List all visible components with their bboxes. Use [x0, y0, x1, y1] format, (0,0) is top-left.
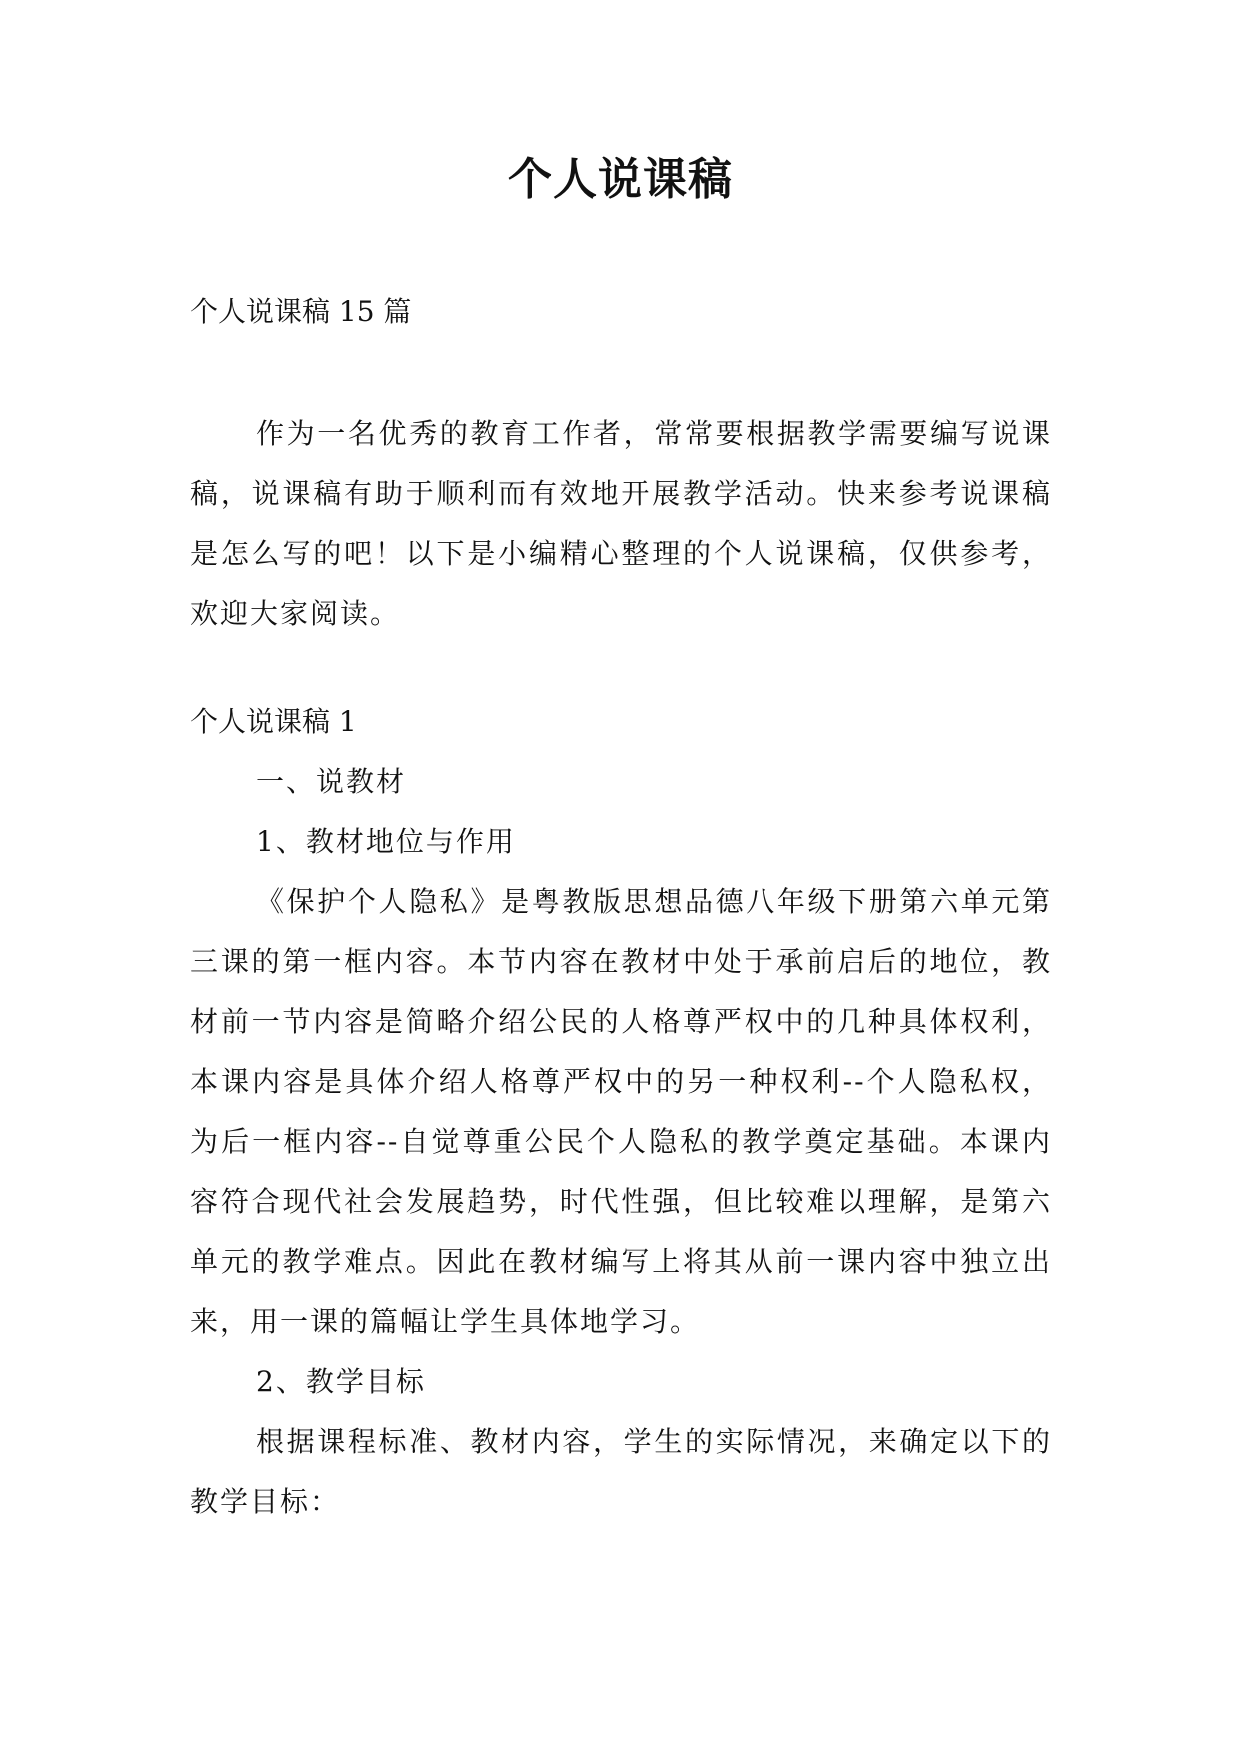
part-heading-textbook: 一、说教材: [256, 765, 407, 798]
item-paragraph-role: 《保护个人隐私》是粤教版思想品德八年级下册第六单元第三课的第一框内容。本节内容在教材中处于承前启后的地位，教材前一节内容是简略介绍公民的人格尊严权中的几种具体权利，本课内容是具体介绍人格尊严权中的另一种权利--个人隐私权，为后一框内容--自觉尊重公民个人隐私的教学奠定基础。本课内容符合现代社会发展趋势，时代性强，但比较难以理解，是第六单元的教学难点。因此在教材编写上将其从前一课内容中独立出来，用一课的篇幅让学生具体地学习。: [190, 885, 1052, 1338]
item-heading-role: 1、教材地位与作用: [256, 825, 516, 858]
section-body: [190, 752, 1052, 1532]
intro-paragraph: 作为一名优秀的教育工作者，常常要根据教学需要编写说课稿，说课稿有助于顺利而有效地开展教学活动。快来参考说课稿是怎么写的吧！以下是小编精心整理的个人说课稿，仅供参考，欢迎大家阅读。: [190, 417, 1052, 630]
item-heading-goals: 2、教学目标: [256, 1365, 426, 1398]
document-subtitle: 个人说课稿 15 篇: [190, 295, 412, 328]
document-title: 个人说课稿: [508, 154, 733, 205]
item-paragraph-goals: 根据课程标准、教材内容，学生的实际情况，来确定以下的教学目标：: [190, 1425, 1052, 1518]
section-heading: 个人说课稿 1: [190, 705, 357, 738]
